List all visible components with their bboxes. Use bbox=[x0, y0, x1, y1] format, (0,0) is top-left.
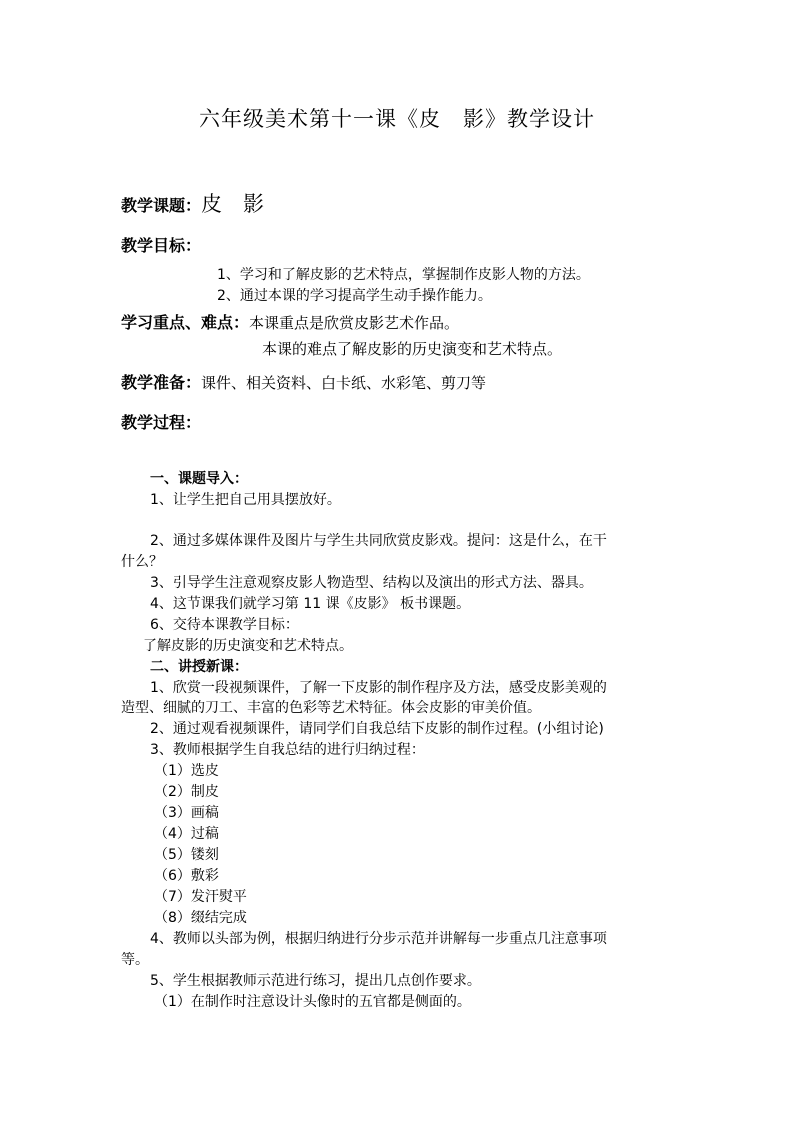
process-step: （2）制皮 bbox=[154, 784, 219, 800]
process-step: （3）画稿 bbox=[154, 805, 219, 821]
goals-label: 教学目标： bbox=[121, 236, 202, 255]
section1-p1: 1、让学生把自己用具摆放好。 bbox=[150, 492, 341, 508]
section1-p6: 6、交待本课教学目标： bbox=[150, 617, 299, 633]
section2-p4b: 等。 bbox=[121, 952, 149, 968]
keypoints-line-2: 本课的难点了解皮影的历史演变和艺术特点。 bbox=[262, 340, 563, 358]
section2-p1b: 造型、细腻的刀工、丰富的色彩等艺术特征。体会皮影的审美价值。 bbox=[121, 700, 541, 716]
process-step: （8）缀结完成 bbox=[154, 910, 247, 926]
section2-p2: 2、通过观看视频课件，请同学们自我总结下皮影的制作过程。(小组讨论) bbox=[150, 721, 604, 737]
process-step: （5）镂刻 bbox=[154, 847, 219, 863]
section1-p2b: 什么？ bbox=[121, 554, 163, 570]
section2-p1a: 1、欣赏一段视频课件，了解一下皮影的制作程序及方法，感受皮影美观的 bbox=[150, 680, 607, 696]
topic-row bbox=[121, 188, 264, 218]
prep-label: 教学准备： bbox=[121, 373, 202, 392]
process-step: （1）选皮 bbox=[154, 763, 219, 779]
section2-p4a: 4、教师以头部为例，根据归纳进行分步示范并讲解每一步重点几注意事项 bbox=[150, 931, 607, 947]
section2-heading: 二、讲授新课： bbox=[150, 659, 248, 675]
goal-item-2: 2、通过本课的学习提高学生动手操作能力。 bbox=[217, 288, 492, 304]
section1-p6b: 了解皮影的历史演变和艺术特点。 bbox=[143, 638, 353, 654]
section2-p5-1: （1）在制作时注意设计头像时的五官都是侧面的。 bbox=[154, 994, 471, 1010]
topic-value: 皮 影 bbox=[201, 192, 265, 216]
process-step: （4）过稿 bbox=[154, 826, 219, 842]
process-step: （7）发汗熨平 bbox=[154, 889, 247, 905]
section1-p4: 4、这节课我们就学习第 11 课《皮影》 板书课题。 bbox=[150, 596, 471, 612]
section1-p2a: 2、通过多媒体课件及图片与学生共同欣赏皮影戏。提问：这是什么，在干 bbox=[150, 533, 607, 549]
process-label: 教学过程： bbox=[121, 413, 202, 432]
prep-row bbox=[121, 370, 486, 393]
keypoints-row bbox=[121, 310, 459, 333]
topic-label: 教学课题： bbox=[121, 196, 202, 215]
section2-p5: 5、学生根据教师示范进行练习，提出几点创作要求。 bbox=[150, 973, 481, 989]
section2-p3: 3、教师根据学生自我总结的进行归纳过程： bbox=[150, 742, 425, 758]
process-step: （6）敷彩 bbox=[154, 868, 219, 884]
section1-p3: 3、引导学生注意观察皮影人物造型、结构以及演出的形式方法、器具。 bbox=[150, 575, 593, 591]
goal-item-1: 1、学习和了解皮影的艺术特点，掌握制作皮影人物的方法。 bbox=[217, 267, 590, 283]
page-title: 六年级美术第十一课《皮 影》教学设计 bbox=[199, 107, 595, 131]
keypoints-line-1: 本课重点是欣赏皮影艺术作品。 bbox=[249, 314, 460, 332]
keypoints-label: 学习重点、难点： bbox=[121, 313, 250, 332]
section1-heading: 一、课题导入： bbox=[150, 471, 248, 487]
prep-value: 课件、相关资料、白卡纸、水彩笔、剪刀等 bbox=[201, 374, 487, 392]
